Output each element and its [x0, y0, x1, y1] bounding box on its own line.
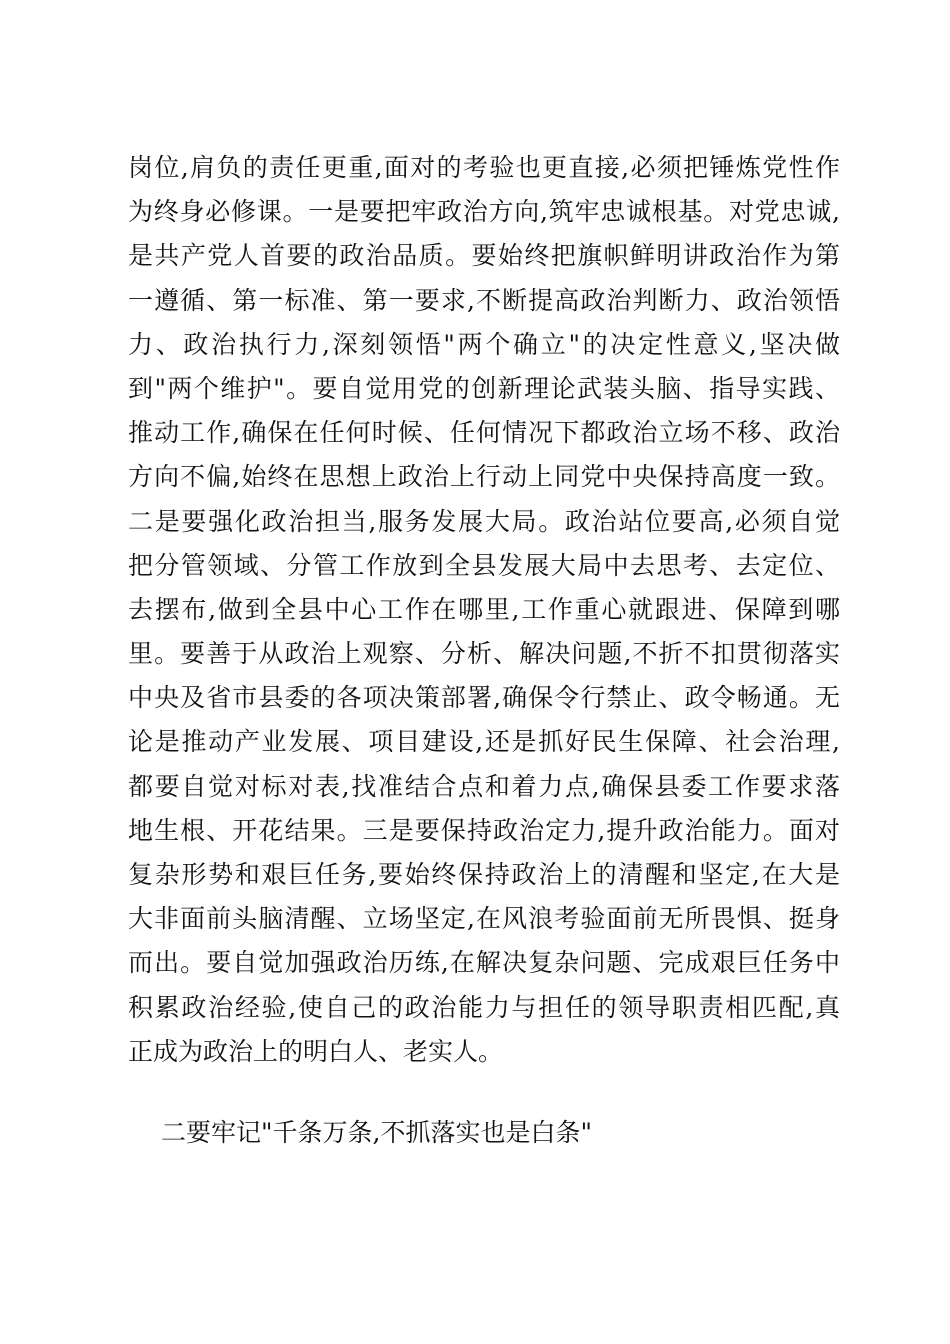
paragraph-line: 推动工作,确保在任何时候、任何情况下都政治立场不移、政治 [128, 418, 840, 448]
paragraph-line: 积累政治经验,使自己的政治能力与担任的领导职责相匹配,真 [128, 992, 840, 1022]
paragraph-line: 一遵循、第一标准、第一要求,不断提高政治判断力、政治领悟 [128, 285, 840, 315]
paragraph-line: 大非面前头脑清醒、立场坚定,在风浪考验面前无所畏惧、挺身 [128, 904, 840, 934]
paragraph-line: 力、政治执行力,深刻领悟"两个确立"的决定性意义,坚决做 [128, 329, 840, 359]
body-paragraph [128, 146, 840, 1074]
paragraph-line: 论是推动产业发展、项目建设,还是抓好民生保障、社会治理, [128, 727, 840, 757]
paragraph-line: 复杂形势和艰巨任务,要始终保持政治上的清醒和坚定,在大是 [128, 860, 840, 889]
paragraph-line: 为终身必修课。一是要把牢政治方向,筑牢忠诚根基。对党忠诚, [128, 197, 840, 227]
paragraph-line: 中央及省市县委的各项决策部署,确保令行禁止、政令畅通。无 [128, 683, 840, 713]
section-heading: 二要牢记"千条万条,不抓落实也是白条" [161, 1118, 592, 1147]
paragraph-line: 正成为政治上的明白人、老实人。 [128, 1036, 504, 1066]
paragraph-line: 二是要强化政治担当,服务发展大局。政治站位要高,必须自觉 [128, 506, 840, 536]
paragraph-line: 而出。要自觉加强政治历练,在解决复杂问题、完成艰巨任务中 [128, 948, 840, 978]
paragraph-line: 里。要善于从政治上观察、分析、解决问题,不折不扣贯彻落实 [128, 639, 840, 669]
paragraph-line: 方向不偏,始终在思想上政治上行动上同党中央保持高度一致。 [128, 462, 840, 492]
paragraph-line: 地生根、开花结果。三是要保持政治定力,提升政治能力。面对 [128, 815, 840, 845]
paragraph-line: 是共产党人首要的政治品质。要始终把旗帜鲜明讲政治作为第 [128, 241, 840, 271]
paragraph-line: 都要自觉对标对表,找准结合点和着力点,确保县委工作要求落 [128, 771, 840, 801]
paragraph-line: 岗位,肩负的责任更重,面对的考验也更直接,必须把锤炼党性作 [128, 153, 840, 182]
paragraph-line: 把分管领域、分管工作放到全县发展大局中去思考、去定位、 [128, 550, 840, 580]
paragraph-line: 去摆布,做到全县中心工作在哪里,工作重心就跟进、保障到哪 [128, 594, 840, 624]
paragraph-line: 到"两个维护"。要自觉用党的创新理论武装头脑、指导实践、 [128, 373, 840, 403]
